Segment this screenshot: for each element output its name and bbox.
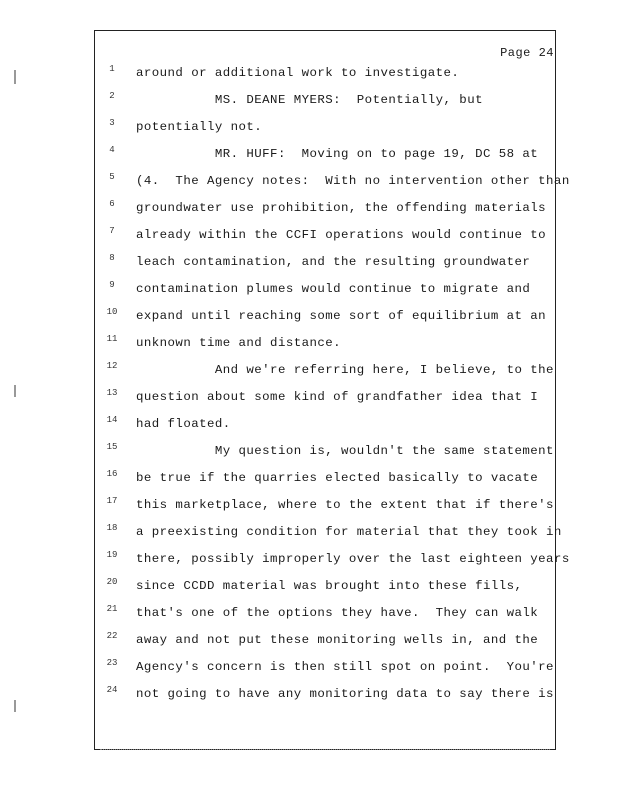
transcript-line [96, 359, 554, 386]
line-number: 22 [106, 631, 118, 641]
scan-margin-mark [14, 385, 16, 397]
line-number: 19 [106, 550, 118, 560]
transcript-line [96, 521, 562, 548]
transcript-line [96, 89, 554, 116]
line-text: that's one of the options they have. They can walk [136, 606, 539, 620]
transcript-line [96, 629, 554, 656]
line-text: not going to have any monitoring data to say there is [136, 687, 554, 701]
line-number: 6 [109, 199, 115, 209]
line-text: there, possibly improperly over the last eighteen years [136, 552, 570, 566]
line-number: 14 [106, 415, 118, 425]
line-text: already within the CCFI operations would continue to [136, 228, 547, 242]
transcript-line [96, 278, 554, 305]
line-text: Agency's concern is then still spot on point. You're [136, 660, 554, 674]
transcript-line [96, 656, 554, 683]
line-text: since CCDD material was brought into these fills, [136, 579, 523, 593]
line-text: had floated. [136, 417, 231, 431]
line-text: And we're referring here, I believe, to the [136, 363, 554, 377]
line-text: unknown time and distance. [136, 336, 342, 350]
line-text: be true if the quarries elected basically to vacate [136, 471, 539, 485]
line-text: around or additional work to investigate. [136, 66, 460, 80]
transcript-line [96, 224, 554, 251]
line-number: 16 [106, 469, 118, 479]
scan-margin-mark [14, 70, 16, 84]
transcript-line [96, 332, 554, 359]
line-text: this marketplace, where to the extent that if there's [136, 498, 554, 512]
line-number: 11 [106, 334, 118, 344]
line-number: 7 [109, 226, 115, 236]
transcript-line [96, 143, 554, 170]
line-number: 9 [109, 280, 115, 290]
line-number: 10 [106, 307, 118, 317]
line-number: 4 [109, 145, 115, 155]
line-text: expand until reaching some sort of equilibrium at an [136, 309, 547, 323]
transcript-line [96, 575, 554, 602]
transcript-line [96, 683, 554, 710]
transcript-line [96, 440, 554, 467]
line-number: 20 [106, 577, 118, 587]
line-number: 8 [109, 253, 115, 263]
line-text: leach contamination, and the resulting groundwater [136, 255, 531, 269]
line-number: 17 [106, 496, 118, 506]
line-text: contamination plumes would continue to migrate and [136, 282, 531, 296]
transcript-line [96, 548, 570, 575]
line-text: (4. The Agency notes: With no intervention other than [136, 174, 570, 188]
transcript-line [96, 62, 554, 89]
line-text: MR. HUFF: Moving on to page 19, DC 58 at [136, 147, 539, 161]
line-number: 3 [109, 118, 115, 128]
line-number: 24 [106, 685, 118, 695]
transcript-line [96, 197, 554, 224]
transcript-body [96, 62, 570, 710]
line-text: My question is, wouldn't the same statement [136, 444, 554, 458]
transcript-line [96, 305, 554, 332]
transcript-line [96, 494, 554, 521]
page-footer-rule [100, 749, 550, 752]
line-number: 15 [106, 442, 118, 452]
transcript-line [96, 413, 554, 440]
line-text: potentially not. [136, 120, 263, 134]
transcript-line [96, 602, 554, 629]
transcript-line [96, 386, 554, 413]
line-text: groundwater use prohibition, the offending materials [136, 201, 547, 215]
transcript-line [96, 170, 570, 197]
line-text: a preexisting condition for material that they took in [136, 525, 562, 539]
line-text: away and not put these monitoring wells in, and the [136, 633, 539, 647]
line-number: 2 [109, 91, 115, 101]
page-number: Page 24 [500, 46, 554, 60]
line-number: 18 [106, 523, 118, 533]
line-number: 5 [109, 172, 115, 182]
line-number: 21 [106, 604, 118, 614]
transcript-line [96, 116, 554, 143]
line-number: 23 [106, 658, 118, 668]
transcript-line [96, 467, 554, 494]
line-number: 13 [106, 388, 118, 398]
line-text: MS. DEANE MYERS: Potentially, but [136, 93, 483, 107]
scan-margin-mark [14, 700, 16, 712]
line-text: question about some kind of grandfather idea that I [136, 390, 539, 404]
line-number: 1 [109, 64, 115, 74]
line-number: 12 [106, 361, 118, 371]
transcript-line [96, 251, 554, 278]
